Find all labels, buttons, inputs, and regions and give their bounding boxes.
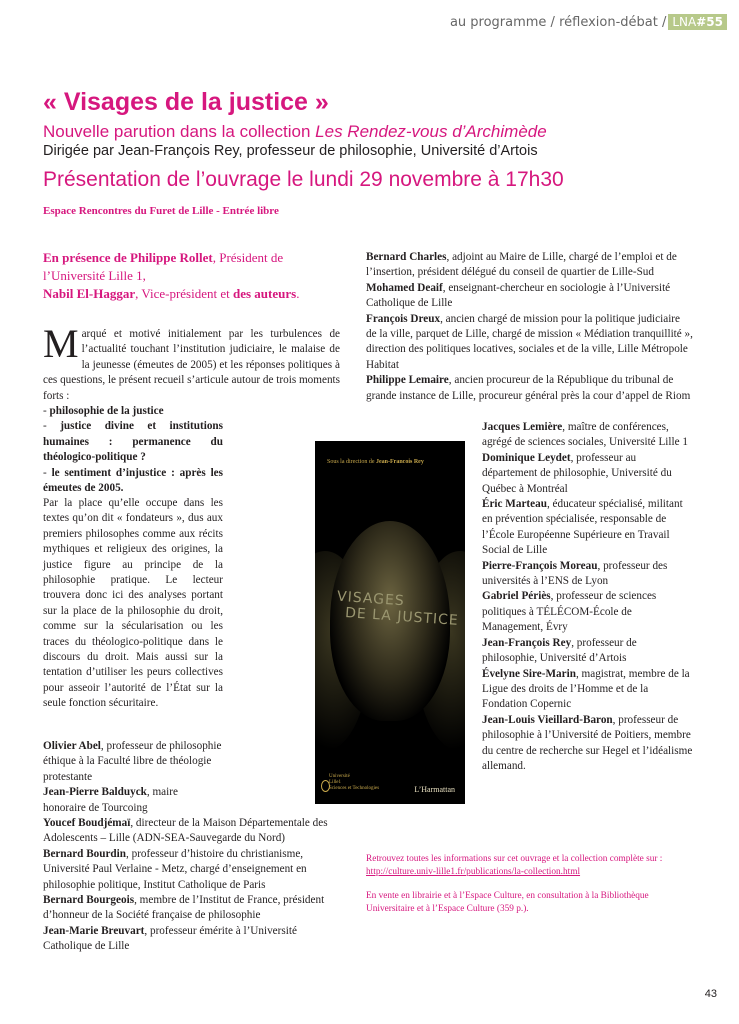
author-desc: , professeur d’histoire du christianisme, Université Paul Verlaine - Metz, chargé d’enseignement en philosophie politique, Institut Catholique de Paris <box>43 847 307 891</box>
author-name: Bernard Bourdin <box>43 847 126 860</box>
author-name: Évelyne Sire-Marin <box>482 667 576 680</box>
author-name: Jacques Lemière <box>482 421 563 433</box>
author-entry <box>482 497 693 559</box>
badge-number: #55 <box>696 15 723 29</box>
authors-right-top-list <box>366 250 693 404</box>
venue: Espace Rencontres du Furet de Lille - Entrée libre <box>43 205 279 217</box>
author-entry <box>482 420 693 451</box>
cover-direction-prefix: Sous la direction de <box>327 459 376 465</box>
author-entry <box>43 924 341 955</box>
author-entry <box>482 667 693 713</box>
body-paragraph: Par la place qu’elle occupe dans les textes qu’on dit « fondateurs », dus aux premiers philosophes comme aux récits mythiques et religieux des origines, la justice figure au principe de la philosophie pratique. Le lecteur trouvera donc ici des analyses portant sur la place de la philosophie du droit, comme sur la sécularisation ou les traces du théologico-politique dans le discours du droit. Mais aussi sur la tentation d’utiliser les peurs collectives pour asseoir l’autorité de l’État sur la seule fonction sécuritaire. <box>43 497 223 710</box>
author-name: Youcef Boudjémaï <box>43 817 131 830</box>
presence-text-3: . <box>296 286 300 301</box>
sale-note: En vente en librairie et à l’Espace Culture, en consultation à la Bibliothèque Universitaire et à l’Espace Culture (359 p.). <box>366 891 649 914</box>
author-desc: , professeur de philosophie à l’Université de Poitiers, membre du centre de recherche sur Hegel et l’idéalisme allemand. <box>482 713 693 772</box>
univ-line3: Sciences et Technologies <box>329 786 380 791</box>
theme-item-2: justice divine et institutions humaines : permanence du théologico-politique ? <box>43 420 223 464</box>
presence-name-2: Nabil El-Haggar <box>43 286 136 301</box>
author-desc: , professeur de philosophie éthique à la Faculté libre de théologie protestante <box>43 740 222 783</box>
item2-dash: - <box>43 420 61 433</box>
author-entry <box>482 559 693 590</box>
collection-name: Les Rendez-vous d’Archimède <box>315 122 547 141</box>
presence-name-3: des auteurs <box>232 286 297 301</box>
author-desc: , professeur au département de philosophie, Université du Québec à Montréal <box>482 451 672 495</box>
author-name: Jean-Louis Vieillard-Baron <box>482 713 613 726</box>
cover-direction <box>327 459 424 465</box>
item1-dash: - <box>43 405 50 418</box>
item3-dash: - <box>43 466 52 479</box>
info-note <box>366 853 696 878</box>
article-title: « Visages de la justice » <box>43 88 329 116</box>
directed-by: Dirigée par Jean-François Rey, professeur de philosophie, Université d’Artois <box>43 143 538 159</box>
author-name: Bernard Charles <box>366 251 447 263</box>
author-desc: , adjoint au Maire de Lille, chargé de l’emploi et de l’insertion, président délégué du conseil de quartier de Lille-Sud <box>366 251 677 279</box>
author-entry <box>43 893 341 924</box>
author-name: Pierre-François Moreau <box>482 559 598 572</box>
author-desc: , maire honoraire de Tourcoing <box>43 786 178 814</box>
author-name: Bernard Bourgeois <box>43 894 135 907</box>
author-entry <box>366 373 693 404</box>
info-note-text: Retrouvez toutes les informations sur cet ouvrage et la collection complète sur : <box>366 854 663 864</box>
author-name: Gabriel Périès <box>482 590 551 603</box>
issue-badge <box>668 14 727 30</box>
author-entry <box>43 739 223 785</box>
page-number: 43 <box>704 988 717 1000</box>
author-name: Olivier Abel <box>43 740 101 752</box>
section-header <box>450 14 727 30</box>
presence-block <box>43 249 343 303</box>
theme-item-3: le sentiment d’injustice : après les émeutes de 2005. <box>43 466 223 495</box>
author-desc: , membre de l’Institut de France, président d’honneur de la Société française de philosophie <box>43 894 325 922</box>
author-desc: , professeur des universités à l’ENS de Lyon <box>482 559 668 588</box>
author-entry <box>482 589 693 635</box>
author-entry <box>482 713 693 775</box>
author-name: Jean-François Rey <box>482 636 572 649</box>
author-entry <box>43 847 341 893</box>
author-desc: , maître de conférences, agrégé de sciences sociales, Université Lille 1 <box>482 421 688 449</box>
univ-line2: Lille1 <box>329 780 341 785</box>
cover-title-line1: VISAGES <box>336 588 406 610</box>
intro-paragraph <box>43 321 340 496</box>
authors-left-list <box>43 739 341 955</box>
book-cover <box>315 441 465 804</box>
author-name: Jean-Marie Breuvart <box>43 924 145 937</box>
authors-right-bottom-list <box>482 420 693 774</box>
author-desc: , éducateur spécialisé, militant en prévention spécialisée, responsable de l’École Européenne Supérieure en Travail Social de Lille <box>482 498 683 557</box>
section-label: au programme / réflexion-débat / <box>449 15 667 30</box>
author-name: Éric Marteau <box>482 498 547 511</box>
collection-link[interactable]: http://culture.univ-lille1.fr/publications/la-collection.html <box>366 866 581 877</box>
subtitle-prefix: Nouvelle parution dans la collection <box>43 122 316 141</box>
author-desc: , professeur de sciences politiques à TÉLÉCOM-École de Management, Évry <box>482 590 657 634</box>
article-subtitle <box>43 122 547 142</box>
dropcap: M <box>43 321 79 366</box>
presence-text-1: , Président de l’Université Lille 1, <box>43 250 284 283</box>
presence-text-2: , Vice-président et <box>135 286 233 301</box>
author-desc: , magistrat, membre de la Ligue des droits de l’Homme et de la Fondation Copernic <box>482 667 690 711</box>
author-name: Jean-Pierre Balduyck <box>43 786 147 799</box>
badge-prefix: LNA <box>672 15 697 29</box>
cover-university <box>329 774 379 792</box>
author-entry <box>482 636 693 667</box>
author-name: François Dreux <box>366 312 441 325</box>
author-entry <box>43 816 341 847</box>
univ-line1: Université <box>329 774 350 779</box>
author-desc: , directeur de la Maison Départementale des Adolescents – Lille (ADN-SEA-Sauvegarde du Nord) <box>43 817 328 845</box>
presence-name-1: En présence de Philippe Rollet <box>43 250 213 265</box>
theme-item-1: philosophie de la justice <box>49 405 164 418</box>
author-name: Dominique Leydet <box>482 451 571 464</box>
author-entry <box>366 281 693 312</box>
intro-text: arqué et motivé initialement par les turbulences de l’actualité touchant l’institution judiciaire, le malaise de la jeunesse (émeutes de 2005) et les réponses politiques à ces questions, le présent recueil s’articule autour de trois moments forts : <box>43 328 340 402</box>
author-desc: , ancien procureur de la République du tribunal de grande instance de Lille, procureur général près la cour d’appel de Riom <box>366 374 691 402</box>
author-entry <box>482 451 693 497</box>
author-desc: , ancien chargé de mission pour la politique judiciaire de la ville, parquet de Lille, chargé de mission « Médiation tranquillité », direction des politiques locatives, sociales et de la ville, Lille Métropole Habitat <box>366 312 693 371</box>
cover-direction-name: Jean-Francois Rey <box>376 459 424 465</box>
presentation-date: Présentation de l’ouvrage le lundi 29 novembre à 17h30 <box>43 168 564 191</box>
author-name: Mohamed Deaif <box>366 281 443 294</box>
author-entry <box>366 250 693 281</box>
author-entry <box>43 785 223 816</box>
author-desc: , professeur émérite à l’Université Catholique de Lille <box>43 924 297 953</box>
author-desc: , enseignant-chercheur en sociologie à l’Université Catholique de Lille <box>366 281 671 310</box>
cover-title-line2: DE LA JUSTICE <box>344 605 460 629</box>
author-desc: , professeur de philosophie, Université d’Artois <box>482 636 637 665</box>
cover-publisher: L’Harmattan <box>414 785 455 794</box>
author-name: Philippe Lemaire <box>366 374 449 387</box>
author-entry <box>366 312 693 374</box>
